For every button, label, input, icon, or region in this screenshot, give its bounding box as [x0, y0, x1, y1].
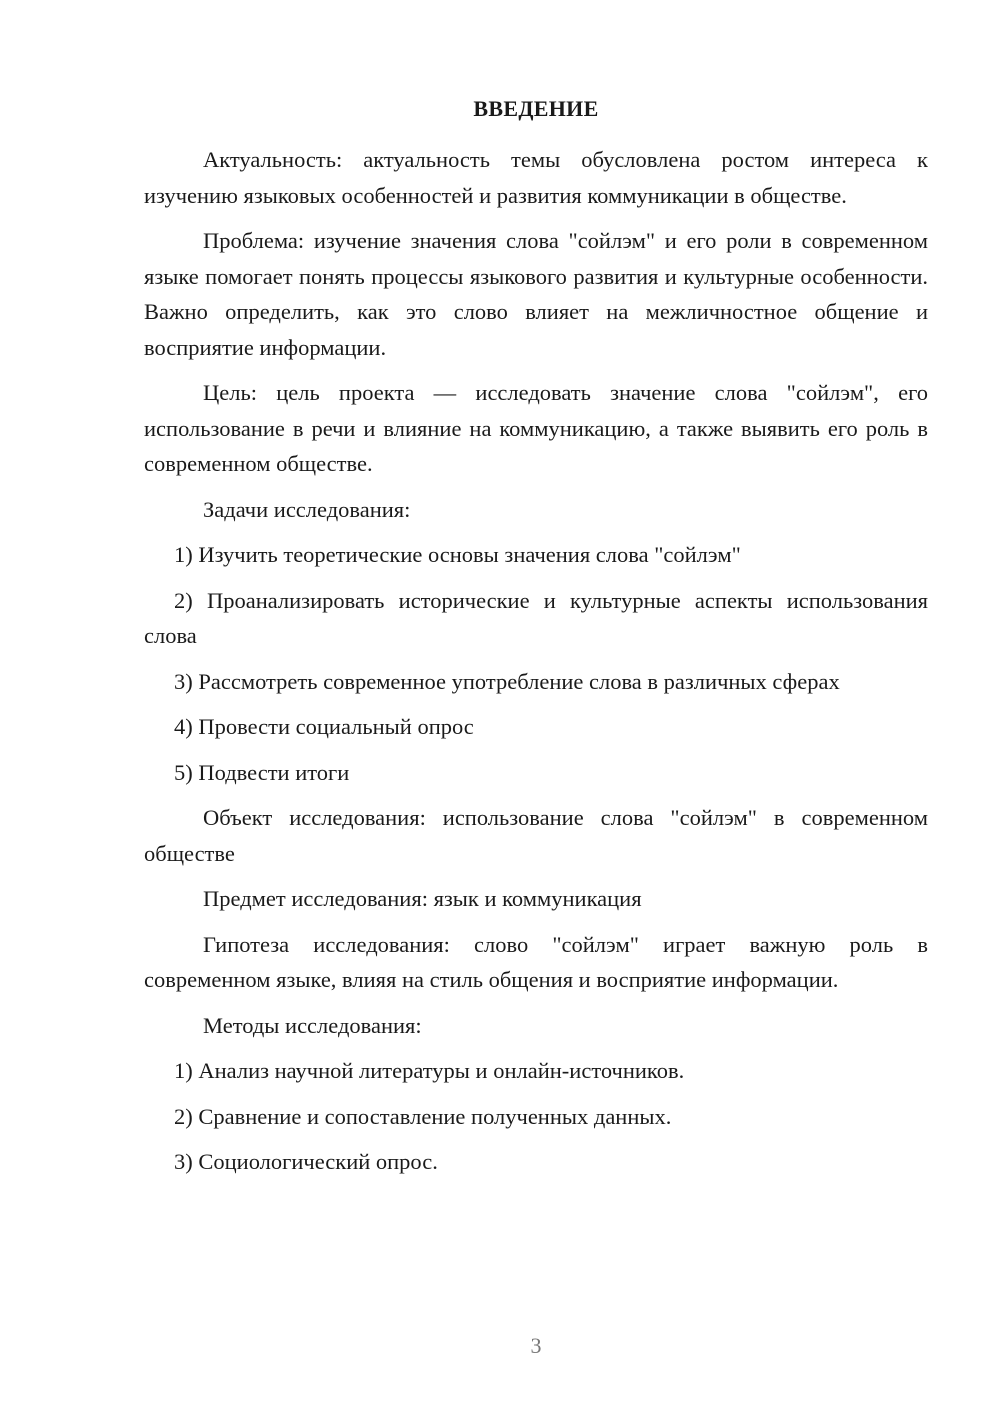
- paragraph-hypothesis: Гипотеза исследования: слово "сойлэм" играет важную роль в современном языке, влияя на стиль общения и восприятие информации.: [144, 931, 928, 992]
- task-item: 1) Изучить теоретические основы значения слова "сойлэм": [174, 542, 741, 567]
- paragraph-object: Объект исследования: использование слова "сойлэм" в современном обществе: [144, 805, 928, 866]
- section-heading: ВВЕДЕНИЕ: [473, 96, 599, 121]
- task-item: 2) Проанализировать исторические и культурные аспекты использования слова: [144, 587, 928, 648]
- method-item: 2) Сравнение и сопоставление полученных данных.: [174, 1103, 672, 1129]
- paragraph-problem: Проблема: изучение значения слова "сойлэм" и его роли в современном языке помогает понять процессы языкового развития и культурные особенности. Важно определить, как это слово влияет на межличностное общение и восприятие информации.: [144, 228, 928, 360]
- paragraph-goal: Цель: цель проекта — исследовать значение слова "сойлэм", его использование в речи и влияние на коммуникацию, а также выявить его роль в современном обществе.: [144, 380, 928, 476]
- paragraph-subject: Предмет исследования: язык и коммуникация: [203, 886, 642, 911]
- task-item: 4) Провести социальный опрос: [174, 714, 474, 739]
- methods-title: Методы исследования:: [203, 1012, 422, 1038]
- method-item: 3) Социологический опрос.: [174, 1149, 438, 1174]
- page-number: 3: [530, 1333, 542, 1358]
- tasks-title: Задачи исследования:: [203, 496, 411, 522]
- body-text: [144, 142, 928, 1190]
- task-item: 3) Рассмотреть современное употребление слова в различных сферах: [174, 668, 840, 694]
- task-item: 5) Подвести итоги: [174, 759, 350, 785]
- paragraph-relevance: Актуальность: актуальность темы обусловлена ростом интереса к изучению языковых особенностей и развития коммуникации в обществе.: [144, 147, 928, 208]
- method-item: 1) Анализ научной литературы и онлайн-источников.: [174, 1058, 685, 1083]
